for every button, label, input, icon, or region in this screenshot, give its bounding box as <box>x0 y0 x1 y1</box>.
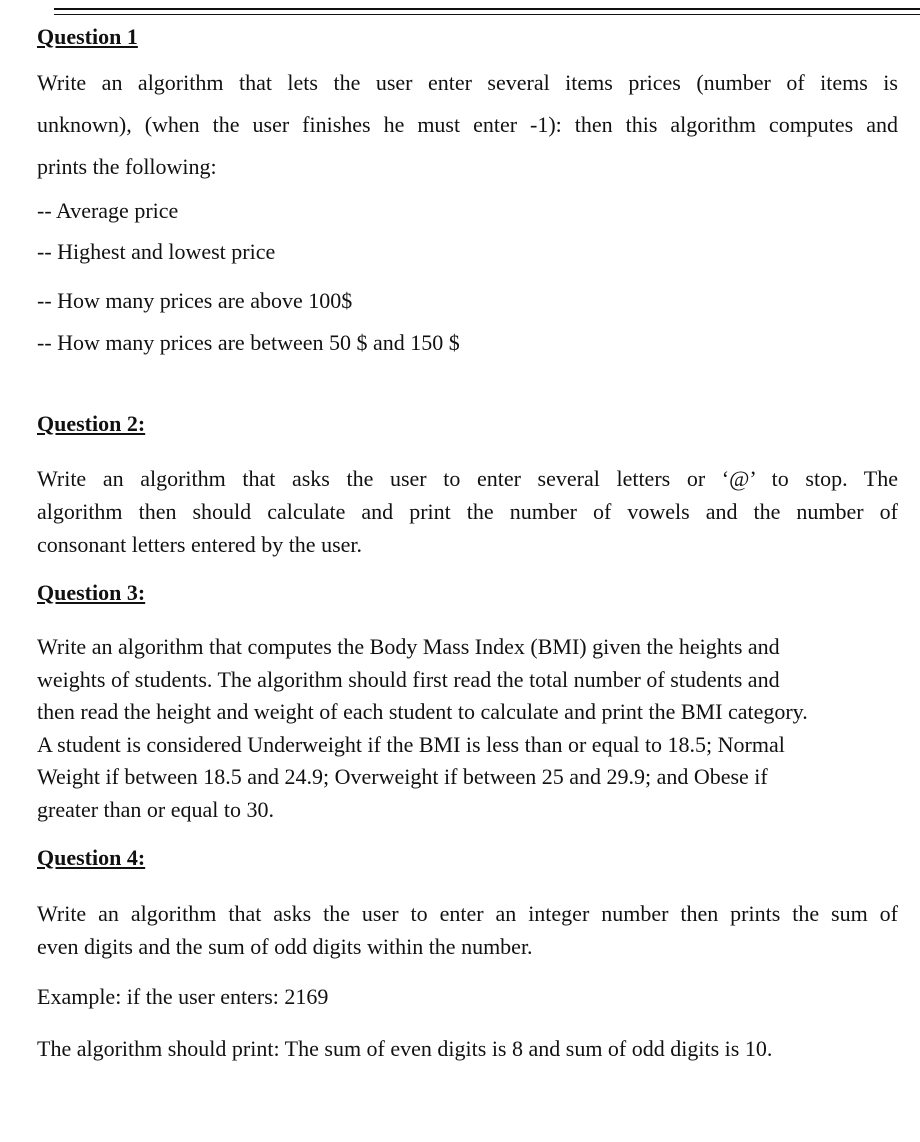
top-rule <box>54 8 920 15</box>
question-4-output: The algorithm should print: The sum of even digits is 8 and sum of odd digits is 10. <box>37 1036 773 1061</box>
bullet-average: -- Average price <box>37 198 179 223</box>
question-2-text <box>37 462 898 561</box>
question-3-line-2: weights of students. The algorithm should first read the total number of students and <box>37 666 780 692</box>
question-1-heading: Question 1 <box>37 24 138 49</box>
question-1-text <box>37 69 898 195</box>
question-2-heading-block <box>37 411 898 437</box>
question-4-heading: Question 4: <box>37 845 146 870</box>
question-2-line-2: algorithm then should calculate and print the number of vowels and the number of <box>37 499 898 524</box>
question-2-line-3: consonant letters entered by the user. <box>37 532 363 557</box>
question-4-heading-block <box>37 845 898 871</box>
question-4-line-2: even digits and the sum of odd digits within the number. <box>37 934 533 959</box>
question-4-example: Example: if the user enters: 2169 <box>37 984 329 1009</box>
question-4-text <box>37 897 898 963</box>
bullet-highest-lowest: -- Highest and lowest price <box>37 239 276 264</box>
question-2-line-1: Write an algorithm that asks the user to enter several letters or ‘@’ to stop. The <box>37 466 898 491</box>
question-4-example-block <box>37 982 898 1012</box>
question-3-heading-block <box>37 580 898 606</box>
question-1-bullets <box>37 197 898 371</box>
question-4-line-1: Write an algorithm that asks the user to enter an integer number then prints the sum of <box>37 901 898 926</box>
question-1-line-3: prints the following: <box>37 154 217 179</box>
question-3-line-4: A student is considered Underweight if the BMI is less than or equal to 18.5; Normal <box>37 731 785 757</box>
question-3-text <box>37 631 898 826</box>
question-1-heading-block <box>37 24 898 50</box>
question-3-line-5: Weight if between 18.5 and 24.9; Overweight if between 25 and 29.9; and Obese if <box>37 764 768 789</box>
question-2-heading: Question 2: <box>37 411 146 436</box>
question-4-output-block <box>37 1034 898 1064</box>
question-3-line-1: Write an algorithm that computes the Body Mass Index (BMI) given the heights and <box>37 634 780 659</box>
question-3-line-6: greater than or equal to 30. <box>37 796 275 822</box>
bullet-above-100: -- How many prices are above 100$ <box>37 288 353 313</box>
question-3-heading: Question 3: <box>37 580 146 605</box>
question-3-line-3: then read the height and weight of each student to calculate and print the BMI category. <box>37 699 808 724</box>
question-1-line-2: unknown), (when the user finishes he must enter -1): then this algorithm computes and <box>37 112 898 137</box>
question-1-line-1: Write an algorithm that lets the user enter several items prices (number of items is <box>37 70 898 95</box>
bullet-between-50-150: -- How many prices are between 50 $ and 150 $ <box>37 330 460 355</box>
